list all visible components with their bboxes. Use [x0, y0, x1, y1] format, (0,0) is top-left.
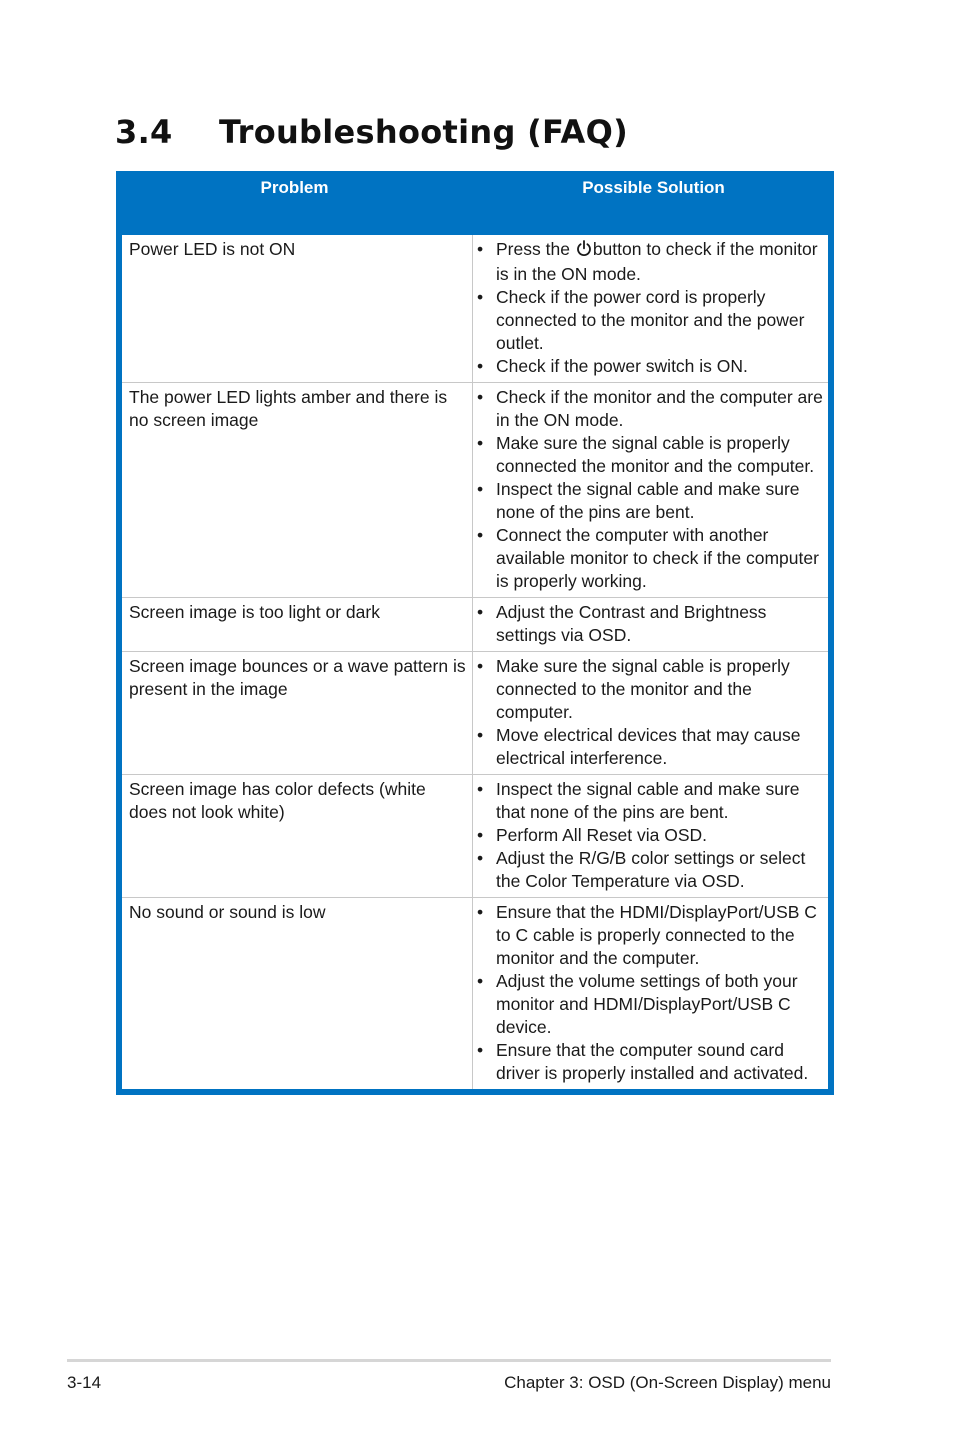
solution-item: • Adjust the Contrast and Brightness settings via OSD. — [473, 601, 824, 647]
table-row — [122, 235, 828, 382]
problem-cell: Power LED is not ON — [122, 235, 473, 382]
problem-cell: No sound or sound is low — [122, 898, 473, 1089]
solution-list — [473, 901, 824, 1085]
faq-table — [116, 171, 834, 1095]
solution-item — [473, 238, 824, 286]
solution-text: Press the — [496, 239, 570, 259]
solution-list — [473, 655, 824, 770]
solution-list — [473, 601, 824, 647]
chapter-title: Chapter 3: OSD (On-Screen Display) menu — [504, 1373, 831, 1392]
solution-item: • Check if the power cord is properly connected to the monitor and the power outlet. — [473, 286, 824, 355]
problem-cell: Screen image is too light or dark — [122, 598, 473, 651]
solution-item: • Adjust the volume settings of both your monitor and HDMI/DisplayPort/USB C device. — [473, 970, 824, 1039]
solution-item: • Connect the computer with another available monitor to check if the computer is properly working. — [473, 524, 824, 593]
power-icon — [576, 240, 592, 263]
solution-list — [473, 778, 824, 893]
solution-item: • Check if the power switch is ON. — [473, 355, 824, 378]
solution-item: • Adjust the R/G/B color settings or select the Color Temperature via OSD. — [473, 847, 824, 893]
solution-cell — [473, 775, 828, 897]
problem-cell: Screen image bounces or a wave pattern is present in the image — [122, 652, 473, 774]
solution-item: • Ensure that the computer sound card driver is properly installed and activated. — [473, 1039, 824, 1085]
faq-table-body — [122, 235, 828, 1089]
solution-list — [473, 386, 824, 593]
solution-cell — [473, 383, 828, 597]
solution-list — [473, 238, 824, 378]
solution-cell — [473, 235, 828, 382]
solution-item: • Make sure the signal cable is properly connected to the monitor and the computer. — [473, 655, 824, 724]
page-heading — [115, 113, 628, 151]
section-number: 3.4 — [115, 113, 173, 151]
table-row — [122, 382, 828, 597]
solution-item: • Inspect the signal cable and make sure that none of the pins are bent. — [473, 778, 824, 824]
solution-item: • Ensure that the HDMI/DisplayPort/USB C to C cable is properly connected to the monitor and the computer. — [473, 901, 824, 970]
table-row — [122, 651, 828, 774]
solution-text: button to check if the monitor is in the ON mode. — [496, 239, 818, 284]
problem-cell: The power LED lights amber and there is no screen image — [122, 383, 473, 597]
table-row — [122, 897, 828, 1089]
problem-cell: Screen image has color defects (white does not look white) — [122, 775, 473, 897]
footer-divider — [67, 1359, 831, 1362]
page-number: 3-14 — [67, 1373, 102, 1392]
faq-table-header — [116, 171, 834, 235]
solution-item: • Make sure the signal cable is properly connected the monitor and the computer. — [473, 432, 824, 478]
problem-column-header: Problem — [260, 178, 329, 197]
section-title: Troubleshooting (FAQ) — [219, 113, 629, 151]
table-row — [122, 597, 828, 651]
solution-cell — [473, 652, 828, 774]
solution-cell — [473, 898, 828, 1089]
solution-item: • Inspect the signal cable and make sure none of the pins are bent. — [473, 478, 824, 524]
solution-item: • Perform All Reset via OSD. — [473, 824, 824, 847]
solution-item: • Move electrical devices that may cause electrical interference. — [473, 724, 824, 770]
solution-column-header: Possible Solution — [582, 178, 725, 197]
solution-item: • Check if the monitor and the computer are in the ON mode. — [473, 386, 824, 432]
table-row — [122, 774, 828, 897]
solution-cell — [473, 598, 828, 651]
